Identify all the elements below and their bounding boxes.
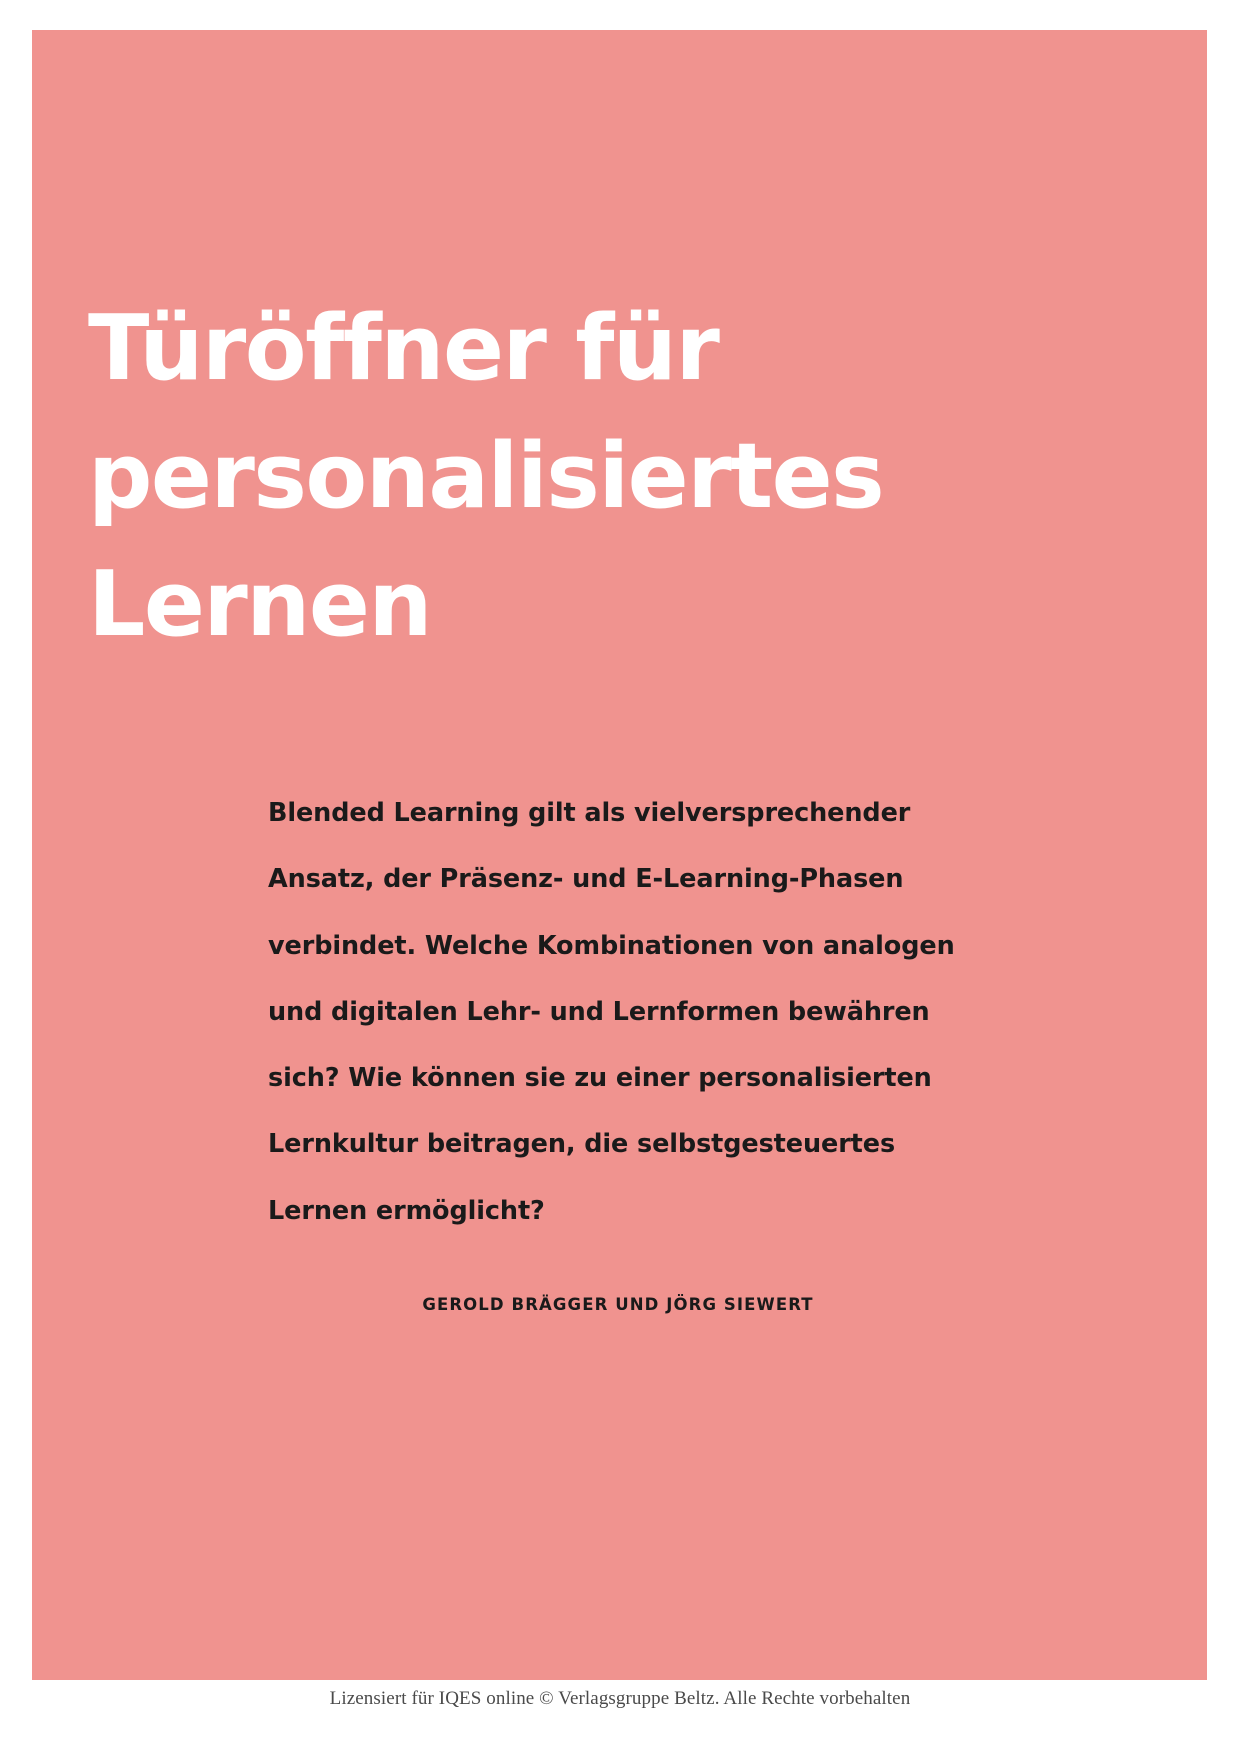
lead-paragraph-block	[268, 780, 968, 1244]
lead-paragraph: Blended Learning gilt als vielversprechender Ansatz, der Präsenz- und E-Learning-Phasen verbindet. Welche Kombinationen von analogen und digitalen Lehr- und Lernformen bewähren sich? Wie können sie zu einer personalisierten Lernkultur beitragen, die selbstgesteuertes Lernen ermöglicht?	[268, 798, 955, 1226]
author-byline: GEROLD BRÄGGER UND JÖRG SIEWERT	[422, 1295, 814, 1314]
title-block	[88, 285, 938, 668]
license-footer: Lizensiert für IQES online © Verlagsgruppe Beltz. Alle Rechte vorbehalten	[329, 1688, 911, 1709]
page-title: Türöffner für personalisiertes Lernen	[88, 296, 884, 657]
